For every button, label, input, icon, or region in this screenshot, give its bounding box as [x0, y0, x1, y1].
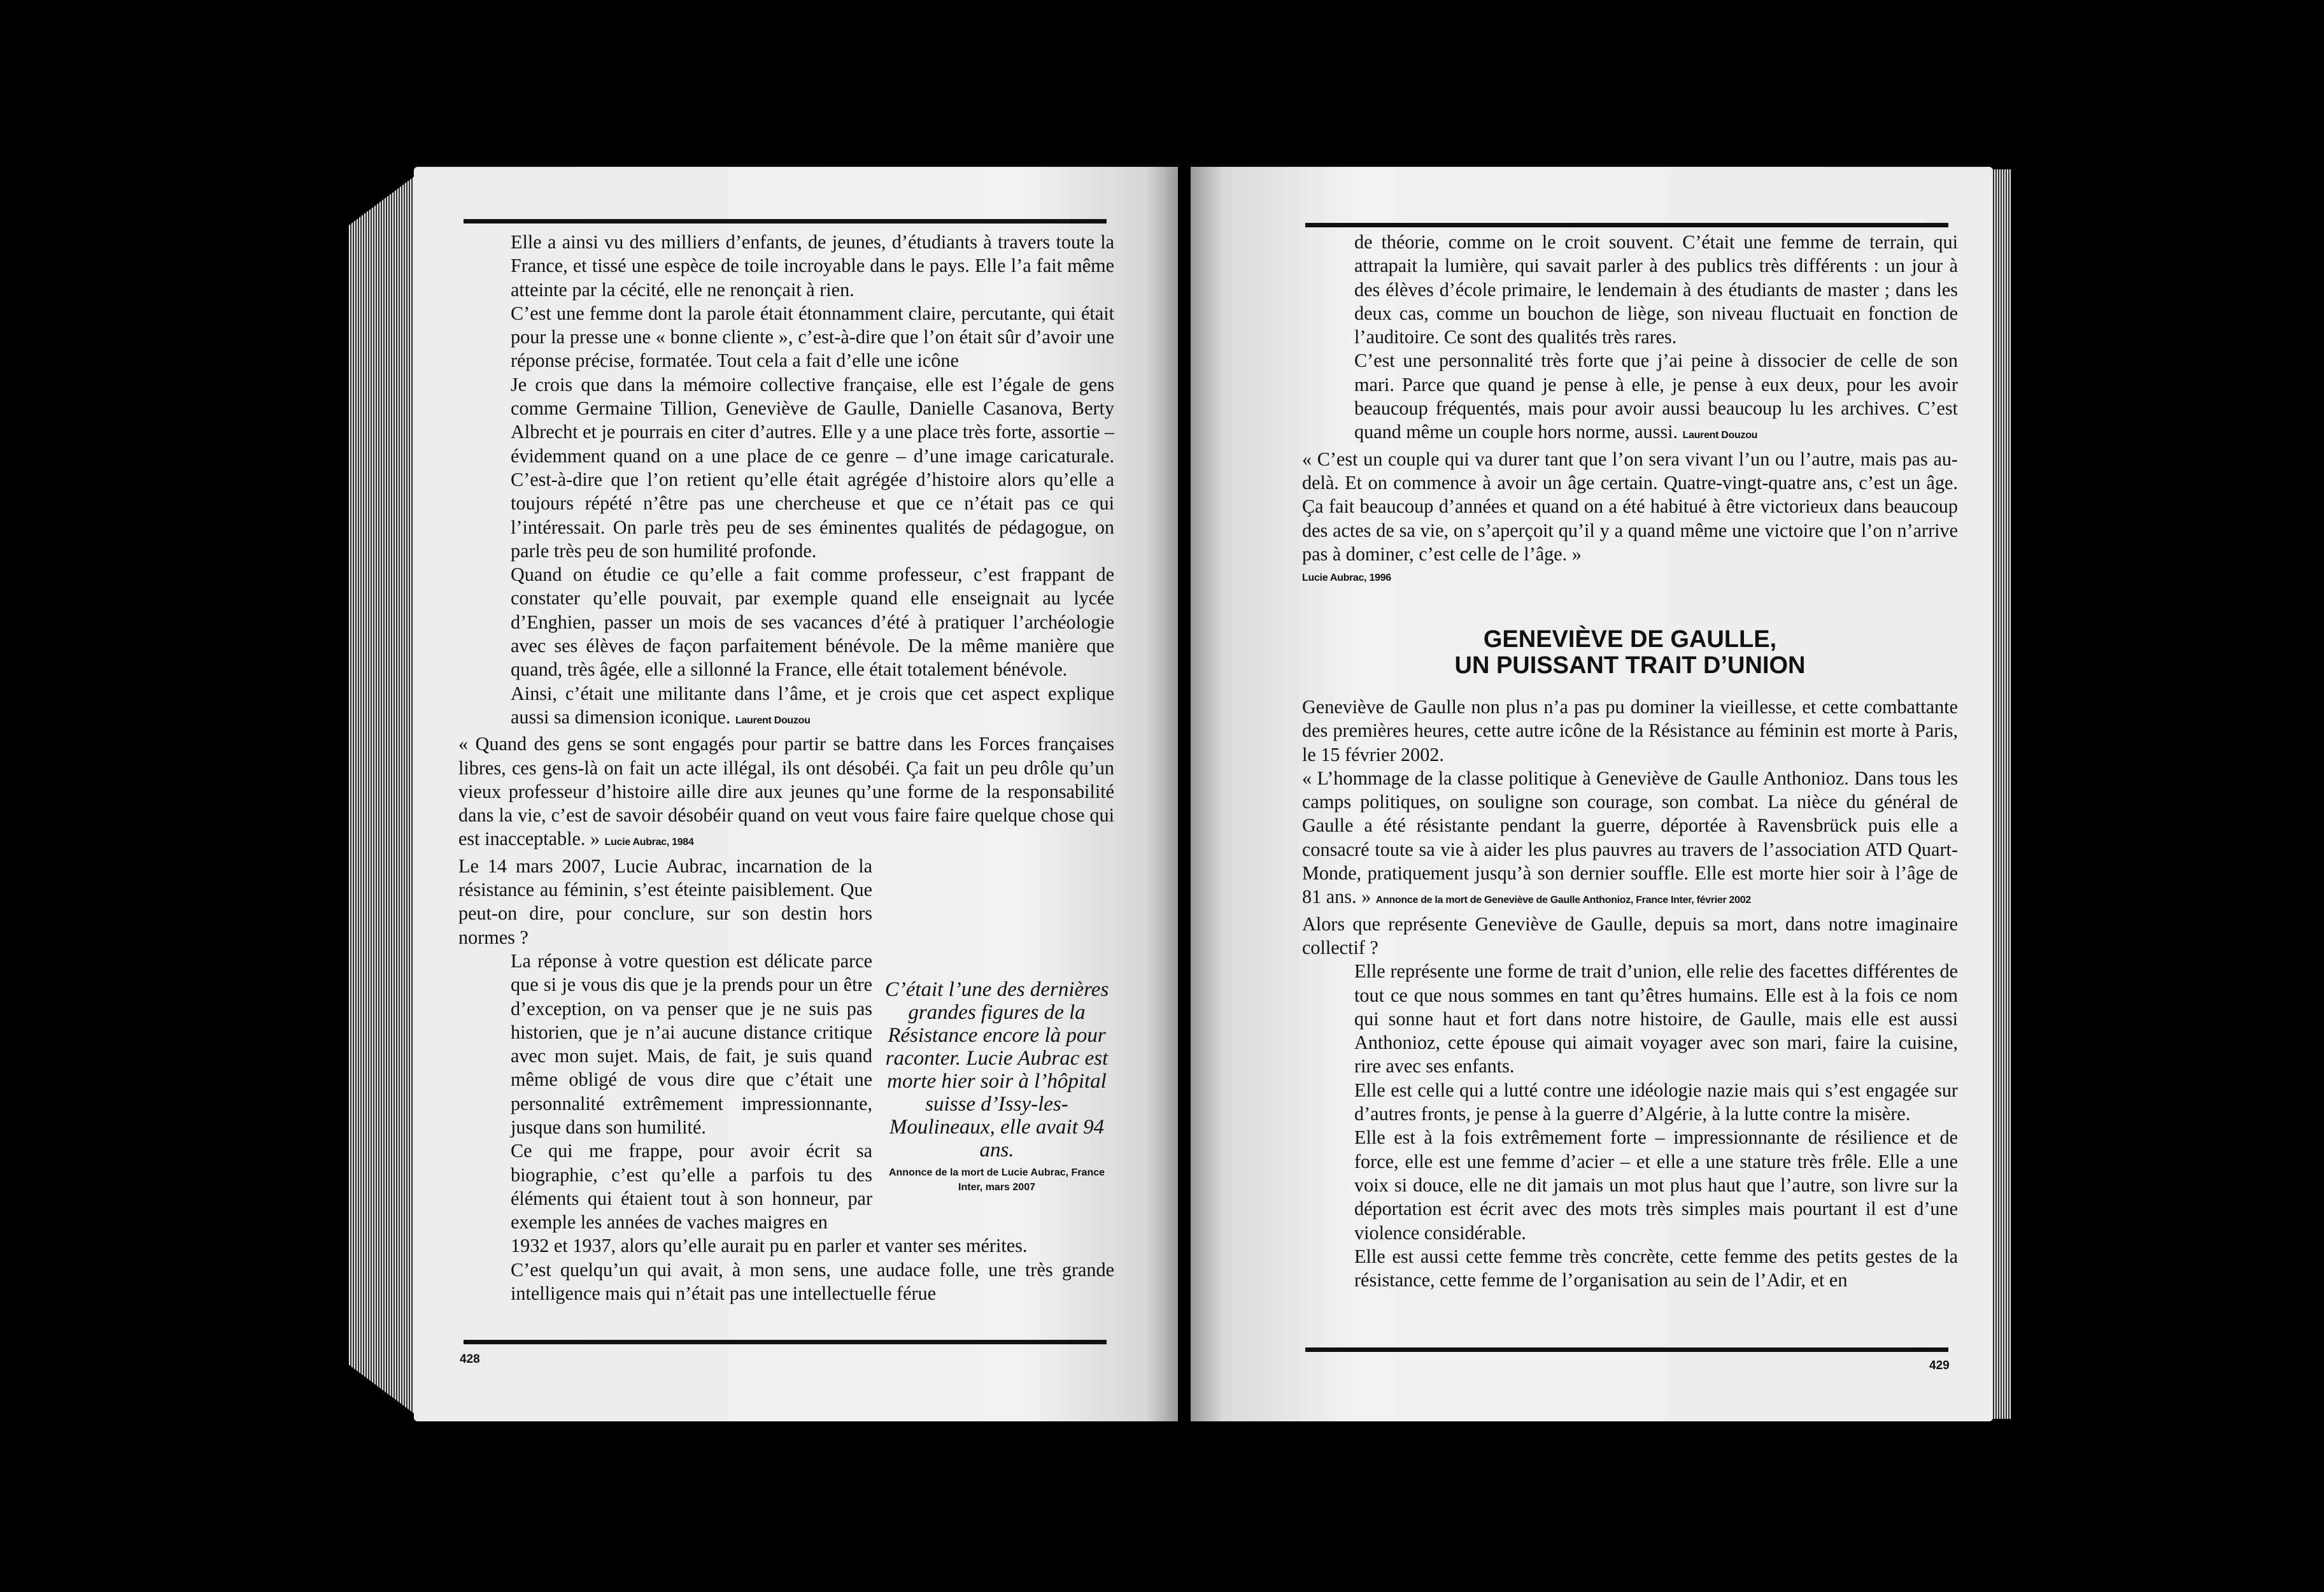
top-rule — [1305, 223, 1948, 227]
full-width-paragraphs — [458, 1234, 1114, 1305]
paragraph-text: Je crois que dans la mémoire collective française, elle est l’égale de gens comme Germaine Tillion, Geneviève de Gaulle, Danielle Casanova, Berty Albrecht et je pourrais en citer d’autres. Elle y a une place très forte, assortie – évidemment quand on a une place de ce genre – d’une image caricaturale. C’est-à-dire que l’on retient qu’elle était agrégée d’histoire alors qu’elle a toujours répété n’être pas une chercheuse et que ce n’était pas ce qui l’intéressait. On parle très peu de ses éminentes qualités de pédagogue, on parle très peu de son humilité profonde. — [511, 373, 1114, 562]
right-page — [1191, 167, 1993, 1421]
attribution-credit: Laurent Douzou — [1682, 430, 1758, 441]
paragraph-text: Quand on étudie ce qu’elle a fait comme professeur, c’est frappant de constater qu’elle pouvait, par exemple quand elle enseignait au lycée d’Enghien, passer un mois de ses vacances d’été à pratiquer l’archéologie avec ses élèves de façon parfaitement bénévole. De la même manière que quand, très âgée, elle a sillonné la France, elle était totalement bénévole. — [511, 564, 1114, 681]
paragraph — [458, 1139, 872, 1234]
paragraph — [1302, 960, 1958, 1078]
paragraph — [1302, 231, 1958, 349]
bottom-rule — [464, 1340, 1107, 1344]
heading-line-2: UN PUISSANT TRAIT D’UNION — [1454, 652, 1806, 679]
page-number: 428 — [460, 1353, 480, 1366]
paragraph-text: Ainsi, c’était une militante dans l’âme, et je crois que cet aspect explique aussi sa dimension iconique. — [511, 682, 1114, 728]
paragraph-text: 1932 et 1937, alors qu’elle aurait pu en parler et vanter ses mérites. — [511, 1235, 1028, 1257]
paragraph-text: La réponse à votre question est délicate parce que si je vous dis que je la prends pour un être d’exception, on va penser que je ne suis pas historien, que je n’ai aucune distance critique avec mon sujet. Mais, de fait, je suis quand même obligé de vous dire que c’était une personnalité extrêmement impressionnante, jusque dans son humilité. — [511, 949, 872, 1138]
paragraph — [458, 855, 872, 949]
top-text-column — [1302, 231, 1958, 590]
attribution-credit: Laurent Douzou — [735, 714, 811, 726]
paragraph — [458, 682, 1114, 733]
bottom-paragraphs — [1302, 695, 1958, 1292]
page-number: 429 — [1929, 1359, 1950, 1372]
left-page-edges — [349, 176, 415, 1414]
bottom-rule — [1305, 1347, 1948, 1352]
paragraph — [458, 302, 1114, 373]
paragraph-text: C’est une personnalité très forte que j’ai peine à dissocier de celle de son mari. Parce que quand je pense à elle, je pense à eux deux, pour les avoir beaucoup fréquentés, mais pour avoir aussi beaucoup lu les archives. C’est quand même un couple hors norme, aussi. — [1354, 350, 1958, 443]
right-page-edges — [1992, 169, 2011, 1419]
paragraph-text: C’est une femme dont la parole était étonnamment claire, percutante, qui était pour la presse une « bonne cliente », c’est-à-dire que l’on était sûr d’avoir une réponse précise, formatée. Tout cela a fait d’elle une icône — [511, 302, 1114, 372]
paragraph — [458, 949, 872, 1139]
paragraph — [458, 373, 1114, 563]
attribution-credit: Lucie Aubrac, 1984 — [604, 837, 694, 848]
paragraph — [458, 1258, 1114, 1306]
paragraph-text: « C’est un couple qui va durer tant que l’on sera vivant l’un ou l’autre, mais pas au-delà. Et on commence à avoir un âge certain. Quatre-vingt-quatre ans, c’est un âge. Ça fait beaucoup d’années et quand on a été habitué à être victorieux dans beaucoup des actes de sa vie, on s’aperçoit qu’il y a quand même une victoire que l’on n’arrive pas à dominer, c’est celle de l’âge. » — [1302, 448, 1958, 565]
main-paragraphs — [458, 231, 1114, 855]
paragraph — [1302, 913, 1958, 960]
left-page — [414, 167, 1178, 1421]
narrow-paragraphs — [458, 855, 872, 1235]
pull-quote — [877, 978, 1116, 1195]
paragraph — [458, 231, 1114, 302]
paragraph — [1302, 1126, 1958, 1244]
pull-quote-text: C’était l’une des dernières grandes figures de la Résistance encore là pour raconter. Lucie Aubrac est morte hier soir à l’hôpital suisse d’Issy-les-Moulineaux, elle avait 94 ans. — [884, 978, 1109, 1162]
pull-quote-credit: Annonce de la mort de Lucie Aubrac, France Inter, mars 2007 — [888, 1167, 1105, 1193]
paragraph — [1302, 448, 1958, 566]
paragraph — [458, 1234, 1114, 1258]
top-credit: Lucie Aubrac, 1996 — [1302, 572, 1391, 584]
paragraph-text: Elle est aussi cette femme très concrète, cette femme des petits gestes de la résistance, cette femme de l’organisation au sein de l’Adir, et en — [1354, 1245, 1958, 1291]
attribution-credit: Annonce de la mort de Geneviève de Gaulle Anthonioz, France Inter, février 2002 — [1375, 895, 1751, 906]
paragraph-text: « L’hommage de la classe politique à Geneviève de Gaulle Anthonioz. Dans tous les camps politiques, on souligne son courage, son combat. La nièce du général de Gaulle a été résistante pendant la guerre, déportée à Ravensbrück puis elle a consacré toute sa vie à aider les plus pauvres au travers de l’association ATD Quart-Monde, pratiquement jusqu’à son dernier souffle. Elle est morte hier soir à l’âge de 81 ans. » — [1302, 767, 1958, 908]
paragraph — [458, 732, 1114, 854]
paragraph — [1302, 349, 1958, 447]
top-rule — [464, 219, 1107, 224]
heading-line-1: GENEVIÈVE DE GAULLE, — [1483, 626, 1777, 653]
section-heading — [1302, 627, 1958, 679]
paragraph-text: Ce qui me frappe, pour avoir écrit sa biographie, c’est qu’elle a parfois tu des éléments qui étaient tout à son honneur, par exemple les années de vaches maigres en — [511, 1140, 872, 1233]
paragraph-text: Geneviève de Gaulle non plus n’a pas pu dominer la vieillesse, et cette combattante des premières heures, cette autre icône de la Résistance au féminin est morte à Paris, le 15 février 2002. — [1302, 696, 1958, 765]
paragraph — [1302, 767, 1958, 913]
paragraph — [1302, 695, 1958, 767]
top-paragraphs — [1302, 231, 1958, 566]
paragraph-text: de théorie, comme on le croit souvent. C’était une femme de terrain, qui attrapait la lumière, qui savait parler à des publics très différents : un jour à des élèves d’école primaire, le lendemain à des étudiants de master ; dans les deux cas, comme un bouchon de liège, son niveau fluctuait en fonction de l’auditoire. Ce sont des qualités très rares. — [1354, 231, 1958, 348]
paragraph-text: Elle représente une forme de trait d’union, elle relie des facettes différentes de tout ce que nous sommes en tant qu’êtres humains. Elle est à la fois ce nom qui sonne haut et fort dans notre histoire, de Gaulle, mais elle est aussi Anthonioz, cette épouse qui aimait voyager avec son mari, faire la cuisine, rire avec ses enfants. — [1354, 960, 1958, 1077]
paragraph-text: Elle a ainsi vu des milliers d’enfants, de jeunes, d’étudiants à travers toute la France, et tissé une espèce de toile incroyable dans le pays. Elle l’a fait même atteinte par la cécité, elle ne renonçait à rien. — [511, 231, 1114, 301]
paragraph-text: Elle est à la fois extrêmement forte – impressionnante de résilience et de force, elle est une femme d’acier – et elle a une stature très frêle. Elle a une voix si douce, elle ne dit jamais un mot plus haut que l’autre, son livre sur la déportation est écrit avec des mots très simples mais pourtant il est d’une violence considérable. — [1354, 1126, 1958, 1244]
paragraph-text: Elle est celle qui a lutté contre une idéologie nazie mais qui s’est engagée sur d’autres fronts, je pense à la guerre d’Algérie, à la lutte contre la misère. — [1354, 1079, 1958, 1125]
bottom-text-column — [1302, 695, 1958, 1292]
paragraph-text: Alors que représente Geneviève de Gaulle, depuis sa mort, dans notre imaginaire collectif ? — [1302, 913, 1958, 958]
paragraph — [458, 563, 1114, 681]
paragraph — [1302, 1245, 1958, 1293]
paragraph — [1302, 1079, 1958, 1126]
paragraph-text: Le 14 mars 2007, Lucie Aubrac, incarnation de la résistance au féminin, s’est éteinte paisiblement. Que peut-on dire, pour conclure, sur son destin hors normes ? — [458, 855, 872, 948]
paragraph-text: C’est quelqu’un qui avait, à mon sens, une audace folle, une très grande intelligence mais qui n’était pas une intellectuelle férue — [511, 1258, 1114, 1305]
paragraph-text: « Quand des gens se sont engagés pour partir se battre dans les Forces françaises libres, ces gens-là on fait un acte illégal, ils ont désobéi. Ça fait un peu drôle qu’un vieux professeur d’histoire aille dire aux jeunes qu’une forme de la responsabilité dans la vie, c’est de savoir désobéir quand on veut vous faire faire quelque chose qui est inacceptable. » — [458, 733, 1114, 850]
